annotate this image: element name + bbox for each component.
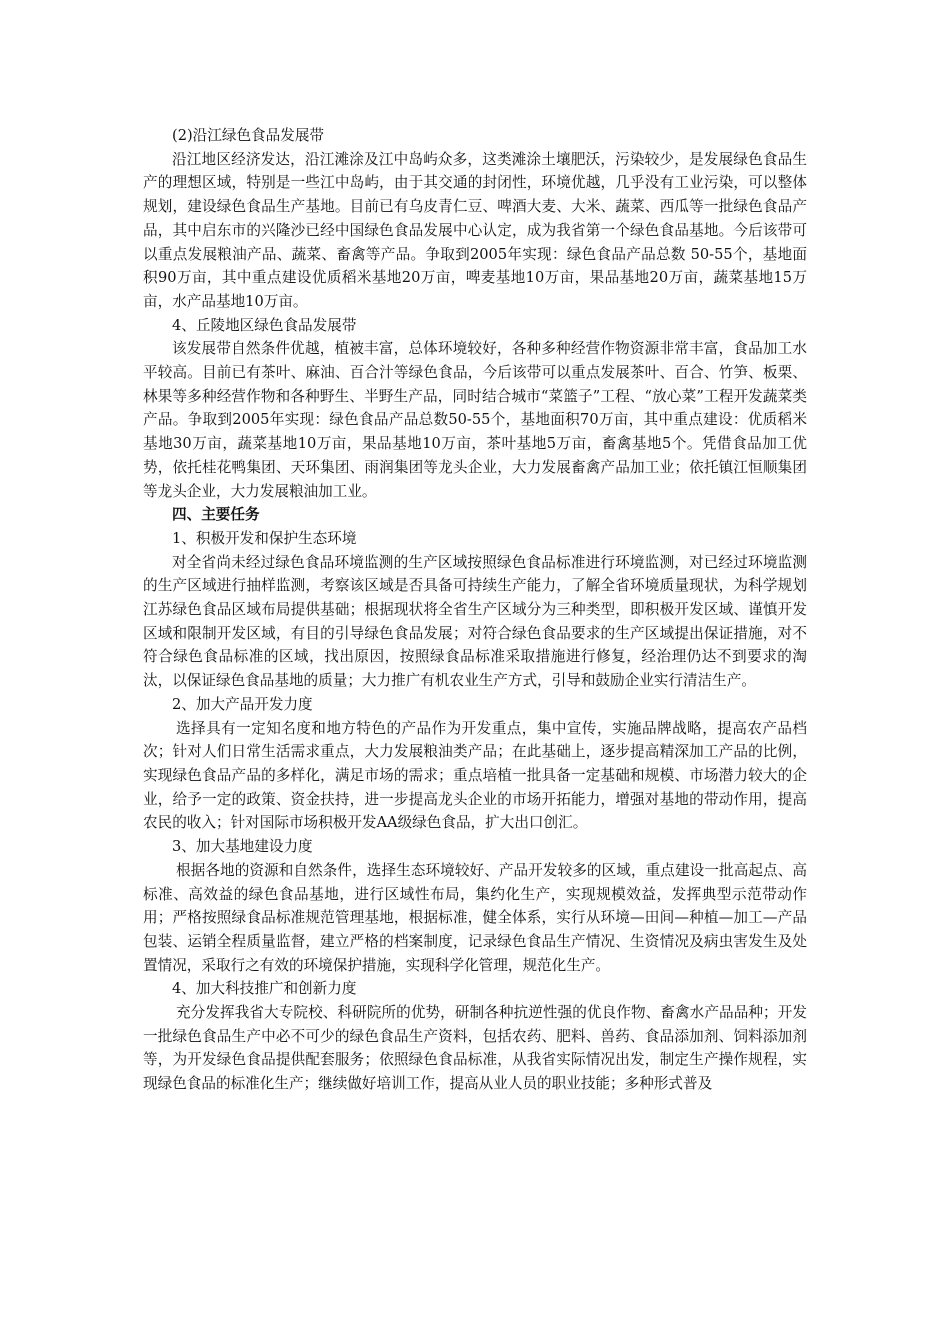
task-text-base-construction: 根据各地的资源和自然条件，选择生态环境较好、产品开发较多的区域，重点建设一批高起点、高标准、高效益的绿色食品基地，进行区域性布局，集约化生产，实现规模效益，发挥典型示范带动作用；严格按照绿食品标准规范管理基地，根据标准，健全体系，实行从环境—田间—种植—加工—产品包装、运销全程质量监督，建立严格的档案制度，记录绿色食品生产情况、生资情况及病虫害发生及处置情况，采取行之有效的环境保护措施，实现科学化管理，规范化生产。 [143,861,807,974]
task-text-ecology: 对全省尚未经过绿色食品环境监测的生产区域按照绿色食品标准进行环境监测，对已经过环境监测的生产区域进行抽样监测，考察该区域是否具备可持续生产能力，了解全省环境质量现状，为科学规划江苏绿色食品区域布局提供基础；根据现状将全省生产区域分为三种类型，即积极开发区域、谨慎开发区域和限制开发区域，有目的引导绿色食品发展；对符合绿色食品要求的生产区域提出保证措施，对不符合绿色食品标准的区域，找出原因，按照绿食品标准采取措施进行修复，经治理仍达不到要求的淘汰，以保证绿色食品基地的质量；大力推广有机农业生产方式，引导和鼓励企业实行清洁生产。 [143,553,807,690]
task-title-product-development: 2、加大产品开发力度 [172,695,313,713]
task-title-base-construction: 3、加大基地建设力度 [172,838,313,856]
heading-hilly-belt: 4、丘陵地区绿色食品发展带 [172,316,357,334]
section-title-main-tasks: 四、主要任务 [172,506,260,524]
task-title-ecology: 1、积极开发和保护生态环境 [172,529,357,547]
paragraph-hilly-belt: 该发展带自然条件优越，植被丰富，总体环境较好，各种多种经营作物资源非常丰富，食品加工水平较高。目前已有茶叶、麻油、百合汁等绿色食品，今后该带可以重点发展茶叶、百合、竹笋、板栗、林果等多种经营作物和各种野生、半野生产品，同时结合城市“菜篮子”工程、“放心菜”工程开发蔬菜类产品。争取到2005年实现：绿色食品产品总数50-55个，基地面积70万亩，其中重点建设：优质稻米基地30万亩，蔬菜基地10万亩，果品基地10万亩，茶叶基地5万亩，畜禽基地5个。凭借食品加工优势，依托桂花鸭集团、天环集团、雨润集团等龙头企业，大力发展畜禽产品加工业；依托镇江恒顺集团等龙头企业，大力发展粮油加工业。 [143,340,807,500]
task-text-product-development: 选择具有一定知名度和地方特色的产品作为开发重点，集中宣传，实施品牌战略，提高农产品档次；针对人们日常生活需求重点，大力发展粮油类产品；在此基础上，逐步提高精深加工产品的比例，实现绿色食品产品的多样化，满足市场的需求；重点培植一批具备一定基础和规模、市场潜力较大的企业，给予一定的政策、资金扶持，进一步提高龙头企业的市场开拓能力，增强对基地的带动作用，提高农民的收入；针对国际市场积极开发AA级绿色食品，扩大出口创汇。 [143,719,807,832]
paragraph-yangtze-belt: 沿江地区经济发达，沿江滩涂及江中岛屿众多，这类滩涂土壤肥沃，污染较少，是发展绿色食品生产的理想区域，特别是一些江中岛屿，由于其交通的封闭性，环境优越，几乎没有工业污染，可以整体规划，建设绿色食品生产基地。目前已有乌皮青仁豆、啤酒大麦、大米、蔬菜、西瓜等一批绿色食品产品，其中启东市的兴隆沙已经中国绿色食品发展中心认定，成为我省第一个绿色食品基地。今后该带可以重点发展粮油产品、蔬菜、畜禽等产品。争取到2005年实现：绿色食品产品总数 50-55个，基地面积90万亩，其中重点建设优质稻米基地20万亩，啤麦基地10万亩，果品基地20万亩，蔬菜基地15万亩，水产品基地10万亩。 [143,150,807,310]
task-title-technology: 4、加大科技推广和创新力度 [172,980,357,998]
document-page [143,124,807,1096]
task-text-technology: 充分发挥我省大专院校、科研院所的优势，研制各种抗逆性强的优良作物、畜禽水产品品种；开发一批绿色食品生产中必不可少的绿色食品生产资料，包括农药、肥料、兽药、食品添加剂、饲料添加剂等，为开发绿色食品提供配套服务；依照绿色食品标准，从我省实际情况出发，制定生产操作规程，实现绿色食品的标准化生产；继续做好培训工作，提高从业人员的职业技能；多种形式普及 [143,1004,807,1093]
heading-yangtze-belt: (2)沿江绿色食品发展带 [172,127,325,144]
